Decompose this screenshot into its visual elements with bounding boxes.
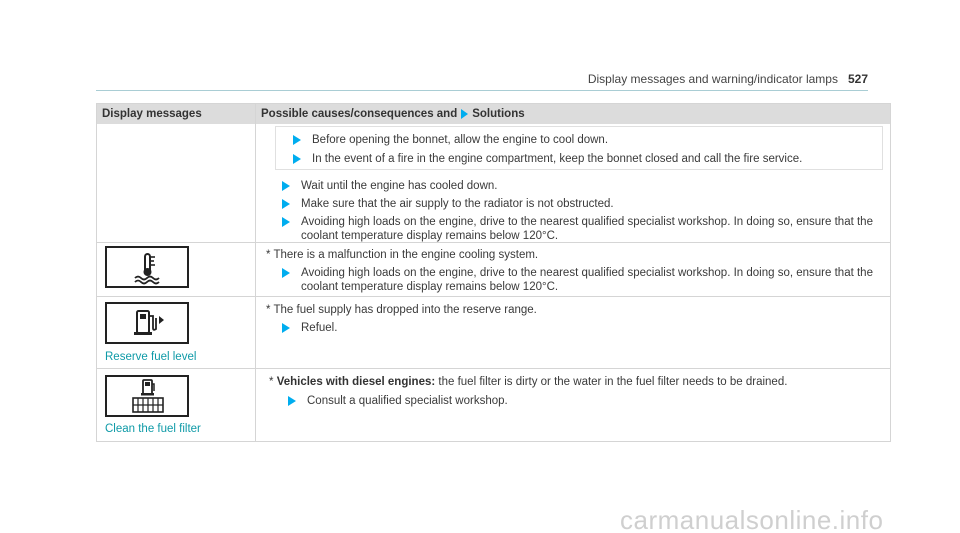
solution-step: Avoiding high loads on the engine, drive to the nearest qualified specialist workshop. In doing so, ensure that the coolant temperature display remains below 120°C. <box>282 215 873 243</box>
step-arrow-icon <box>282 323 290 333</box>
solution-step: Wait until the engine has cooled down. <box>282 179 497 193</box>
fuel-pump-icon <box>107 304 187 342</box>
row-divider <box>97 368 890 369</box>
messages-table <box>96 103 891 442</box>
solution-step: Avoiding high loads on the engine, drive to the nearest qualified specialist workshop. In doing so, ensure that the coolant temperature display remains below 120°C. <box>282 266 873 294</box>
row-divider <box>97 296 890 297</box>
cause-text: * Vehicles with diesel engines: the fuel filter is dirty or the water in the fuel filter needs to be drained. <box>269 376 788 388</box>
header-title: Display messages and warning/indicator lamps <box>587 72 838 86</box>
coolant-temperature-icon <box>107 248 187 286</box>
watermark: carmanualsonline.info <box>620 505 884 533</box>
fuel-filter-display <box>105 375 189 417</box>
solution-step: Make sure that the air supply to the radiator is not obstructed. <box>282 197 614 211</box>
col-causes-solutions: Possible causes/consequences and Solutions <box>261 108 525 120</box>
fuel-filter-caption: Clean the fuel filter <box>105 423 201 435</box>
row-divider <box>97 242 890 243</box>
reserve-fuel-display <box>105 302 189 344</box>
sub-step: Before opening the bonnet, allow the engine to cool down. <box>293 133 608 147</box>
cause-text: * The fuel supply has dropped into the reserve range. <box>266 304 537 316</box>
step-arrow-icon <box>282 268 290 278</box>
cause-text: * There is a malfunction in the engine cooling system. <box>266 249 539 261</box>
reserve-fuel-caption: Reserve fuel level <box>105 351 197 363</box>
column-divider <box>255 104 256 441</box>
table-header <box>97 104 890 124</box>
fuel-filter-icon <box>107 377 187 415</box>
step-arrow-icon <box>293 135 301 145</box>
solution-step: Refuel. <box>282 321 337 335</box>
sub-step: In the event of a fire in the engine compartment, keep the bonnet closed and call the fire service. <box>293 152 802 166</box>
step-arrow-icon <box>282 199 290 209</box>
solution-step: Consult a qualified specialist workshop. <box>288 394 508 408</box>
step-arrow-icon <box>282 217 290 227</box>
page-number: 527 <box>847 72 868 86</box>
coolant-temperature-display <box>105 246 189 288</box>
solutions-arrow-icon <box>461 109 468 119</box>
step-arrow-icon <box>288 396 296 406</box>
col-display-messages: Display messages <box>102 108 202 120</box>
header-rule <box>96 90 868 91</box>
step-arrow-icon <box>282 181 290 191</box>
page-header <box>588 72 868 86</box>
step-arrow-icon <box>293 154 301 164</box>
